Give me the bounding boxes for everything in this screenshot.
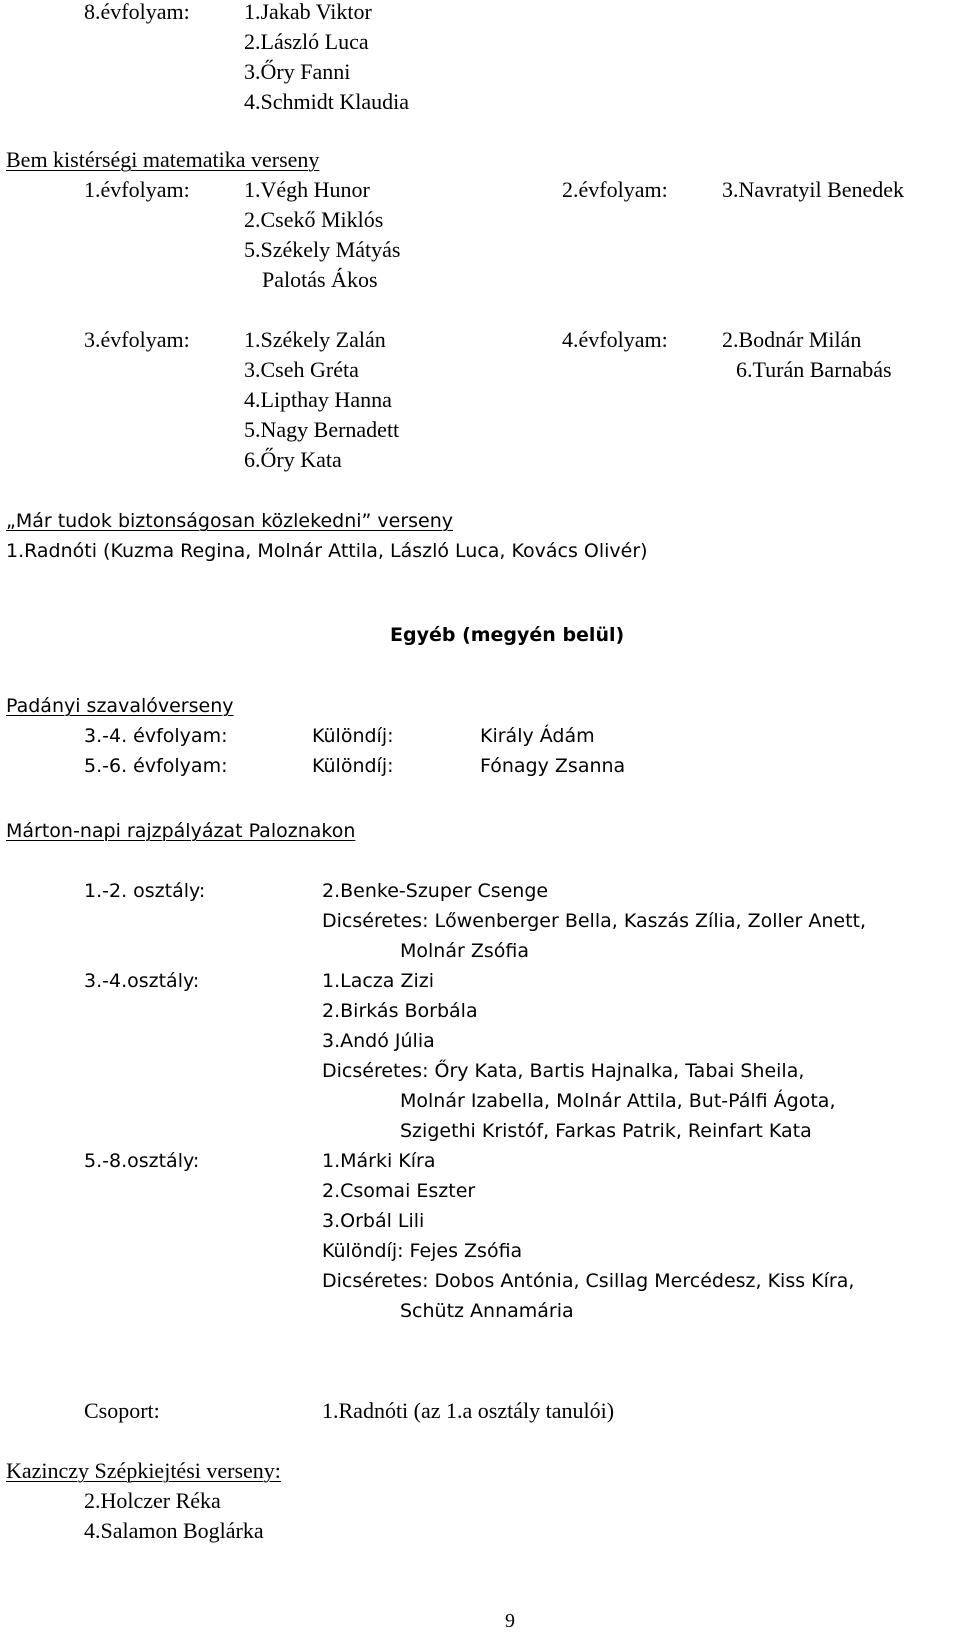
kazinczy-name: 2.Holczer Réka [84,1488,221,1513]
bem-g3-name: 1.Székely Zalán [244,327,386,352]
bem-g4-label: 4.évfolyam: [562,327,668,352]
marton-c34-entry: Molnár Izabella, Molnár Attila, But-Pálfi Ágota, [400,1090,836,1112]
other-heading: Egyéb (megyén belül) [390,624,625,646]
traffic-result: 1.Radnóti (Kuzma Regina, Molnár Attila, László Luca, Kovács Olivér) [6,540,648,562]
bem-g1-name: 2.Csekő Miklós [244,207,384,232]
marton-c58-entry: 2.Csomai Eszter [322,1180,476,1202]
page-number: 9 [505,1610,515,1632]
marton-c34-entry: Dicséretes: Őry Kata, Bartis Hajnalka, Tabai Sheila, [322,1060,805,1082]
padanyi-award: Különdíj: [312,725,394,747]
bem-g4-name: 2.Bodnár Milán [722,327,862,352]
traffic-title: „Már tudok biztonságosan közlekedni” verseny [6,510,454,532]
grade8-label: 8.évfolyam: [84,0,190,24]
bem-g2-label: 2.évfolyam: [562,177,668,202]
bem-g1-name: 1.Végh Hunor [244,177,370,202]
marton-group-label: Csoport: [84,1398,160,1423]
bem-title: Bem kistérségi matematika verseny [6,147,320,172]
bem-g4-name: 6.Turán Barnabás [736,357,892,382]
bem-g3-name: 4.Lipthay Hanna [244,387,392,412]
bem-g1-name: Palotás Ákos [262,267,378,292]
marton-c12-label: 1.-2. osztály: [84,880,206,902]
marton-c34-label: 3.-4.osztály: [84,970,200,992]
bem-g3-name: 3.Cseh Gréta [244,357,359,382]
marton-c34-entry: 2.Birkás Borbála [322,1000,478,1022]
marton-c58-entry: Schütz Annamária [400,1300,574,1322]
marton-c12-entry: Dicséretes: Lőwenberger Bella, Kaszás Zília, Zoller Anett, [322,910,867,932]
padanyi-grade: 3.-4. évfolyam: [84,725,228,747]
kazinczy-name: 4.Salamon Boglárka [84,1518,264,1543]
marton-c34-entry: 3.Andó Júlia [322,1030,435,1052]
bem-g1-label: 1.évfolyam: [84,177,190,202]
padanyi-award: Különdíj: [312,755,394,777]
grade8-name: 2.László Luca [244,29,369,54]
bem-g3-name: 5.Nagy Bernadett [244,417,400,442]
grade8-name: 1.Jakab Viktor [244,0,372,24]
marton-c34-entry: Szigethi Kristóf, Farkas Patrik, Reinfart Kata [400,1120,812,1142]
marton-c58-entry: Dicséretes: Dobos Antónia, Csillag Mercédesz, Kiss Kíra, [322,1270,855,1292]
marton-c34-entry: 1.Lacza Zizi [322,970,435,992]
bem-g3-name: 6.Őry Kata [244,447,342,472]
marton-c58-label: 5.-8.osztály: [84,1150,200,1172]
grade8-name: 3.Őry Fanni [244,59,351,84]
marton-title: Márton-napi rajzpályázat Paloznakon [6,820,356,842]
padanyi-title: Padányi szavalóverseny [6,695,234,717]
bem-g2-name: 3.Navratyil Benedek [722,177,905,202]
marton-c58-entry: 3.Orbál Lili [322,1210,425,1232]
bem-g3-label: 3.évfolyam: [84,327,190,352]
marton-group-entry: 1.Radnóti (az 1.a osztály tanulói) [322,1398,615,1423]
marton-c12-entry: 2.Benke-Szuper Csenge [322,880,549,902]
padanyi-name: Fónagy Zsanna [480,755,626,777]
bem-g1-name: 5.Székely Mátyás [244,237,401,262]
marton-c12-entry: Molnár Zsófia [400,940,529,962]
marton-c58-entry: Különdíj: Fejes Zsófia [322,1240,523,1262]
padanyi-grade: 5.-6. évfolyam: [84,755,228,777]
kazinczy-title: Kazinczy Szépkiejtési verseny: [6,1458,281,1483]
padanyi-name: Király Ádám [480,725,595,747]
grade8-name: 4.Schmidt Klaudia [244,89,409,114]
marton-c58-entry: 1.Márki Kíra [322,1150,436,1172]
